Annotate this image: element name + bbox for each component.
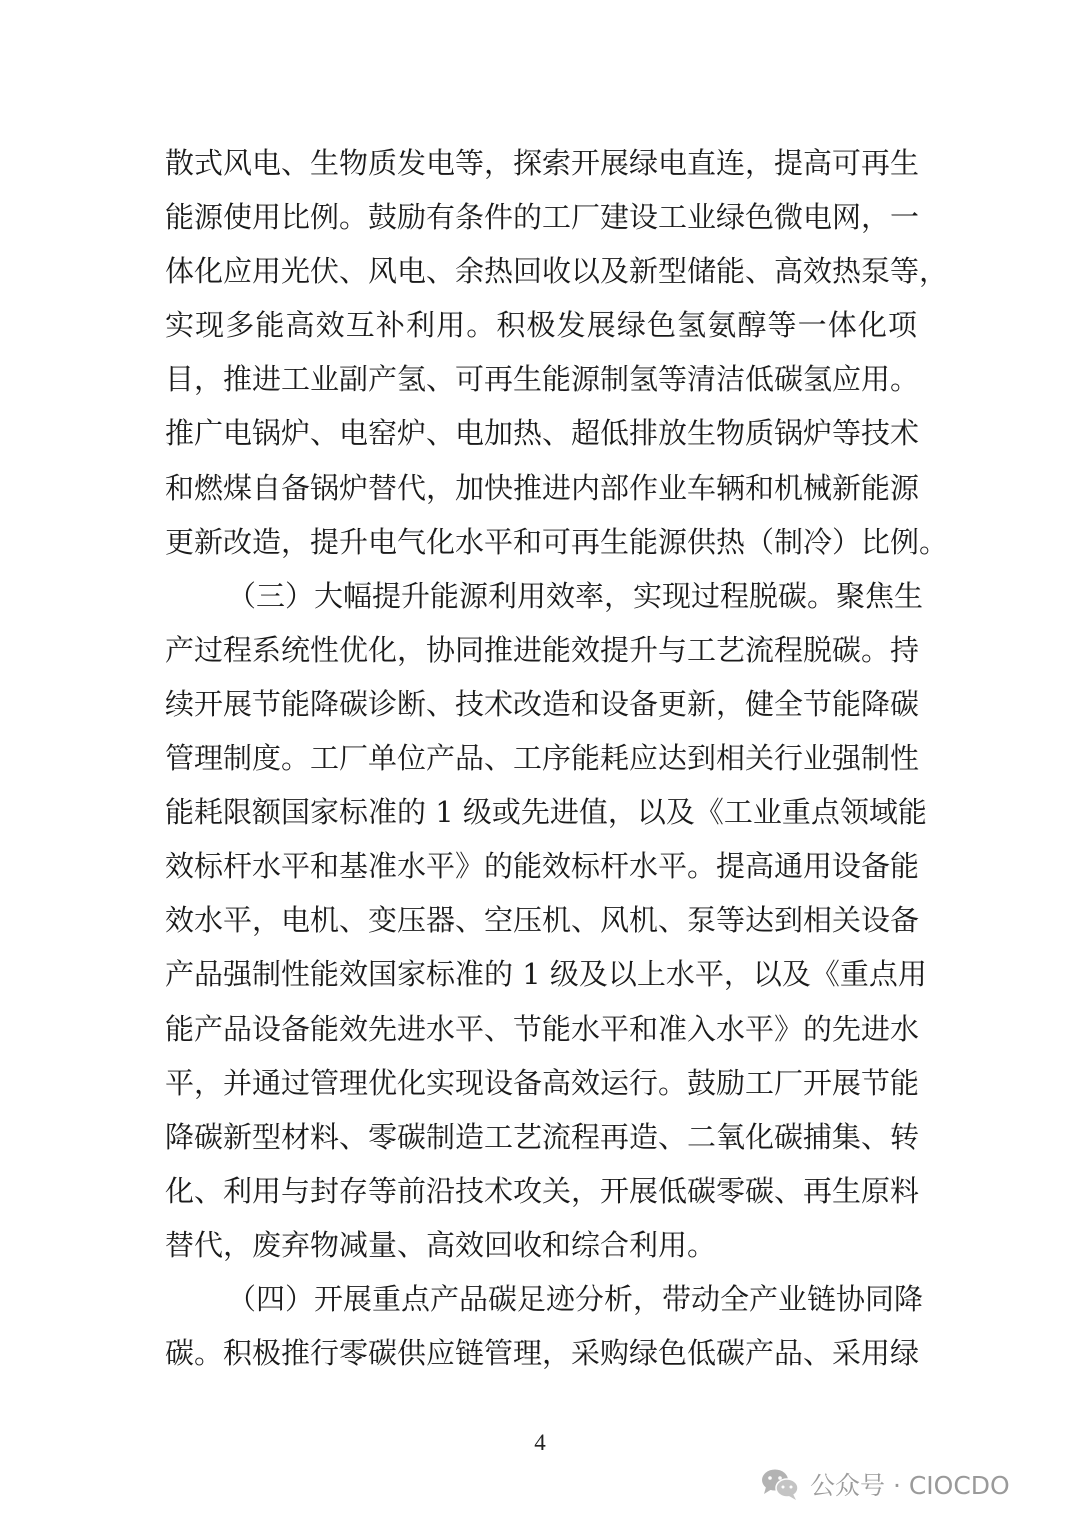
section-heading-line: （四）开展重点产品碳足迹分析，带动全产业链协同降: [227, 1281, 924, 1316]
text-line: 能耗限额国家标准的 1 级或先进值，以及《工业重点领域能: [165, 795, 927, 830]
watermark-text: 公众号 · CIOCDO: [810, 1471, 1010, 1500]
text-line: 碳。积极推行零碳供应链管理，采购绿色低碳产品、采用绿: [165, 1336, 920, 1371]
text-line: 更新改造，提升电气化水平和可再生能源供热（制冷）比例。: [165, 524, 949, 559]
text-line: 化、利用与封存等前沿技术攻关，开展低碳零碳、再生原料: [165, 1173, 920, 1208]
page-number: 4: [534, 1430, 546, 1455]
wechat-icon: [760, 1467, 800, 1501]
text-line: 体化应用光伏、风电、余热回收以及新型储能、高效热泵等，: [165, 254, 949, 289]
text-line: 效标杆水平和基准水平》的能效标杆水平。提高通用设备能: [165, 849, 920, 884]
text-line: 产品强制性能效国家标准的 1 级及以上水平，以及《重点用: [165, 957, 927, 992]
text-line: 续开展节能降碳诊断、技术改造和设备更新，健全节能降碳: [165, 686, 920, 721]
text-line: 实现多能高效互补利用。积极发展绿色氢氨醇等一体化项: [165, 308, 917, 343]
text-line: 目，推进工业副产氢、可再生能源制氢等清洁低碳氢应用。: [165, 362, 920, 397]
text-line: 能源使用比例。鼓励有条件的工厂建设工业绿色微电网，一: [165, 200, 920, 235]
text-line: 降碳新型材料、零碳制造工艺流程再造、二氧化碳捕集、转: [165, 1119, 920, 1154]
watermark: [760, 1459, 1010, 1509]
text-line: 替代，废弃物减量、高效回收和综合利用。: [165, 1227, 717, 1262]
text-line: 和燃煤自备锅炉替代，加快推进内部作业车辆和机械新能源: [165, 470, 920, 505]
text-line: 能产品设备能效先进水平、节能水平和准入水平》的先进水: [165, 1011, 920, 1046]
text-line: 效水平，电机、变压器、空压机、风机、泵等达到相关设备: [165, 903, 920, 938]
text-line: 散式风电、生物质发电等，探索开展绿电直连，提高可再生: [165, 146, 920, 180]
text-line: 管理制度。工厂单位产品、工序能耗应达到相关行业强制性: [165, 741, 920, 776]
section-heading-line: （三）大幅提升能源利用效率，实现过程脱碳。聚焦生: [227, 578, 924, 613]
text-line: 推广电锅炉、电窑炉、电加热、超低排放生物质锅炉等技术: [165, 416, 920, 451]
text-line: 产过程系统性优化，协同推进能效提升与工艺流程脱碳。持: [165, 632, 920, 667]
document-body: [165, 136, 949, 1380]
text-line: 平，并通过管理优化实现设备高效运行。鼓励工厂开展节能: [165, 1065, 920, 1100]
